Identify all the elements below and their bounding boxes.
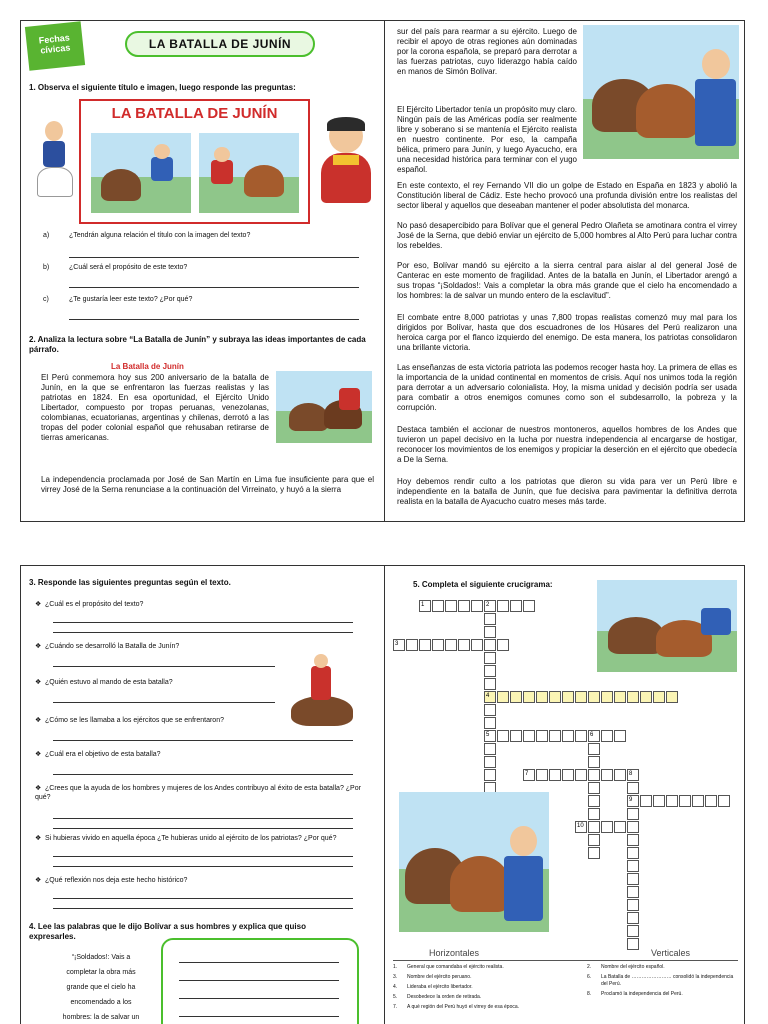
crossword-cell[interactable] xyxy=(562,769,574,781)
crossword-cell[interactable] xyxy=(627,912,639,924)
crossword-cell[interactable] xyxy=(627,782,639,794)
crossword-cell[interactable] xyxy=(458,639,470,651)
crossword-cell[interactable] xyxy=(484,652,496,664)
crossword-cell[interactable] xyxy=(653,795,665,807)
crossword-cell[interactable] xyxy=(497,691,509,703)
crossword-cell[interactable] xyxy=(484,717,496,729)
crossword-cell[interactable] xyxy=(484,613,496,625)
clue-h5: 5. Desobedece la orden de retirada. xyxy=(393,994,482,1000)
answer-line[interactable] xyxy=(53,866,353,867)
reading-paragraph-10: Destaca también el accionar de nuestros montoneros, aquellos hombres de los Andes que tuvieron un papel decisivo en la lucha por nuestra independencia al encargarse de hostigar, reconocer los movimientos de los enemigos y propiciar la deserción en el ejército que obedecía a De la Serna. xyxy=(397,425,737,464)
crossword-cell[interactable] xyxy=(497,639,509,651)
crossword-cell[interactable] xyxy=(627,938,639,950)
answer-line[interactable] xyxy=(53,666,275,667)
page-title: LA BATALLA DE JUNÍN xyxy=(125,31,315,57)
crossword-clue-number: 10 xyxy=(577,823,584,829)
clue-h3: 3. Nombre del ejército peruano. xyxy=(393,974,472,980)
bolivar-quote: “¡Soldados!: Vais a completar la obra más grande que el cielo ha encomendado a los hombres: la de salvar un xyxy=(62,954,140,1021)
crossword-cell[interactable] xyxy=(575,730,587,742)
crossword-cell[interactable] xyxy=(588,847,600,859)
crossword-clue-number: 1 xyxy=(421,602,425,608)
reading-paragraph-7: Por eso, Bolívar mandó su ejército a la sierra central para aislar al del general José de Canterac en este momento de fragilidad. Antes de la batalla en Junín, el Libertador arengó a sus tropas “¡Soldados!: Vais a completar la obra más grande que el cielo ha encomendado a los hombres: la de salvar un mundo entero de la esclavitud”. xyxy=(397,261,737,300)
crossword-cell[interactable] xyxy=(484,756,496,768)
crossword-cell[interactable] xyxy=(562,730,574,742)
answer-line[interactable] xyxy=(53,632,353,633)
q3-item-7: ❖ Si hubieras vivido en aquella época ¿Te hubieras unido al ejército de los patriotas? ¿Por qué? xyxy=(35,835,337,842)
answer-line[interactable] xyxy=(53,828,353,829)
reading-hero-image xyxy=(583,25,739,159)
answer-line[interactable] xyxy=(53,908,353,909)
crossword-cell[interactable] xyxy=(445,600,457,612)
crossword-cell[interactable] xyxy=(588,782,600,794)
clue-v2: 2. Nombre del ejército español. xyxy=(587,964,665,970)
crossword-cell[interactable] xyxy=(523,600,535,612)
crossword-cell[interactable] xyxy=(484,743,496,755)
crossword-cell[interactable] xyxy=(614,821,626,833)
reading-paragraph-5: En este contexto, el rey Fernando VII dio un golpe de Estado en España en 1823 y abolió la Constitución liberal de Cádiz. Este hecho provocó una profunda división entre los realistas del sector liberal y aquellos que deseaban mantener el poder absolutista del monarca. xyxy=(397,181,737,210)
crossword-cell[interactable] xyxy=(627,808,639,820)
crossword-cell[interactable] xyxy=(640,795,652,807)
left-column xyxy=(21,566,384,1024)
crossword-cell[interactable] xyxy=(432,639,444,651)
question-1: 1. Observa el siguiente título e imagen, luego responde las preguntas: xyxy=(29,83,296,92)
crossword-cell[interactable] xyxy=(666,691,678,703)
crossword-cell[interactable] xyxy=(718,795,730,807)
answer-line[interactable] xyxy=(69,319,359,320)
clue-v8: 8. Proclamó la independencia del Perú. xyxy=(587,991,683,997)
crossword-cell[interactable] xyxy=(588,834,600,846)
clue-v6: 6. La Batalla de …………………… consolidó la independencia del Perú. xyxy=(587,974,734,987)
answer-line[interactable] xyxy=(53,856,353,857)
answer-box[interactable] xyxy=(161,938,359,1024)
q3-item-5: ❖ ¿Cuál era el objetivo de esta batalla? xyxy=(35,751,161,758)
reading-paragraph-1: El Perú conmemora hoy sus 200 aniversario de la batalla de Junín, en la que se enfrentaron las fuerzas realistas y las patriotas en 1824. En esa oportunidad, el Ejército Unido Libertador, compuesto por tropas peruanas, venezolanas, colombianas, ecuatorianas, argentinas y chilenas, derrotó a las tropas del poder colonial español que rehusaban retirarse de tierras americanas. xyxy=(41,373,269,442)
crossword-cell[interactable] xyxy=(458,600,470,612)
crossword-cell[interactable] xyxy=(588,808,600,820)
fechas-civicas-badge: Fechas cívicas xyxy=(25,21,85,71)
crossword-cell[interactable] xyxy=(588,821,600,833)
crossword-cell[interactable] xyxy=(627,821,639,833)
horizontal-clues xyxy=(393,964,583,1011)
crossword-cell[interactable] xyxy=(523,691,535,703)
q3-item-6: ❖ ¿Crees que la ayuda de los hombres y mujeres de los Andes contribuyo al éxito de esta batalla? ¿Por qué? xyxy=(35,785,361,801)
question-1b: b) ¿Cuál será el propósito de este texto? xyxy=(43,263,373,295)
crossword-cell[interactable] xyxy=(406,639,418,651)
crossword-cell[interactable] xyxy=(471,639,483,651)
crossword-cell[interactable] xyxy=(510,691,522,703)
crossword-cell[interactable] xyxy=(549,730,561,742)
question-2: 2. Analiza la lectura sobre “La Batalla de Junín” y subraya las ideas importantes de cada párrafo. xyxy=(29,335,366,354)
crossword-cell[interactable] xyxy=(679,795,691,807)
answer-line[interactable] xyxy=(53,898,353,899)
horizontales-heading: Horizontales xyxy=(429,948,480,958)
worksheet-page-2 xyxy=(20,565,745,1024)
crossword-cell[interactable] xyxy=(627,925,639,937)
crossword-cell[interactable] xyxy=(536,730,548,742)
crossword-cell[interactable] xyxy=(484,704,496,716)
battle-image-right xyxy=(199,133,299,213)
crossword-cell[interactable] xyxy=(575,691,587,703)
crossword-cell[interactable] xyxy=(627,834,639,846)
crossword-clue-number: 8 xyxy=(629,771,633,777)
question-1c: c) ¿Te gustaría leer este texto? ¿Por qué? xyxy=(43,295,373,327)
q3-item-4: ❖ ¿Cómo se les llamaba a los ejércitos que se enfrentaron? xyxy=(35,717,224,724)
crossword-cell[interactable] xyxy=(497,600,509,612)
q3-item-3: ❖ ¿Quién estuvo al mando de esta batalla? xyxy=(35,679,173,686)
reading-paragraph-9: Las enseñanzas de esta victoria patriota las podemos recoger hasta hoy. La primera de ellas es la importancia de la unidad continental en momentos de crisis. Aquí nos unimos toda la región para derrotar a un adversario colonialista. Hoy, la misma unidad y decisión podría ser usada para combatir a otros enemigos comunes como son el subdesarrollo, la pobreza y la corrupción. xyxy=(397,363,737,412)
crossword-cell[interactable] xyxy=(484,769,496,781)
reading-paragraph-3: sur del país para rearmar a su ejército. Luego de recibir el apoyo de otras regiones aún dominadas por la corona española, se preparó para derrotar a las fuerzas patriotas, cuyo liderazgo había caído en manos de Simón Bolívar. xyxy=(397,27,577,76)
crossword-cell[interactable] xyxy=(705,795,717,807)
reading-paragraph-8: El combate entre 8,000 patriotas y unas 7,800 tropas realistas comenzó muy mal para los dirigidos por Bolívar, hasta que dos escuadrones de los Húsares del Perú realizaron una heroica carga por el flanco izquierdo del enemigo. De esta manera, los patriotas consolidaron una brillante victoria. xyxy=(397,313,737,352)
q3-item-2: ❖ ¿Cuándo se desarrolló la Batalla de Junín? xyxy=(35,643,180,650)
crossword-cell[interactable] xyxy=(627,860,639,872)
answer-line[interactable] xyxy=(69,257,359,258)
clue-h1: 1. General que comandaba el ejército realista. xyxy=(393,964,504,970)
crossword-cell[interactable] xyxy=(484,626,496,638)
question-1a: a) ¿Tendrán alguna relación el título con la imagen del texto? xyxy=(43,231,373,263)
crossword-cell[interactable] xyxy=(497,730,509,742)
q3-item-1: ❖ ¿Cuál es el propósito del texto? xyxy=(35,601,144,608)
reading-paragraph-11: Hoy debemos rendir culto a los patriotas que dieron su vida para ver un Perú libre e independiente en la batalla de Junín, que fue decisiva para pavimentar la definitiva derrota realista en la batalla de Ayacucho cuatro meses más tarde. xyxy=(397,477,737,506)
crossword-clue-number: 9 xyxy=(629,797,633,803)
crossword-cell[interactable] xyxy=(471,600,483,612)
crossword-cell[interactable] xyxy=(562,691,574,703)
crossword-clue-number: 4 xyxy=(486,693,490,699)
crossword-cell[interactable] xyxy=(510,600,522,612)
crossword-clue-number: 7 xyxy=(525,771,529,777)
crossword-clue-number: 6 xyxy=(590,732,594,738)
crossword-cell[interactable] xyxy=(510,730,522,742)
question-1-items xyxy=(43,231,373,303)
title-poster xyxy=(79,99,310,224)
crossword-cell[interactable] xyxy=(549,769,561,781)
q3-item-8: ❖ ¿Qué reflexión nos deja este hecho histórico? xyxy=(35,877,188,884)
answer-line[interactable] xyxy=(53,622,353,623)
crossword-cell[interactable] xyxy=(614,769,626,781)
answer-line[interactable] xyxy=(53,774,353,775)
crossword-cell[interactable] xyxy=(601,691,613,703)
reading-paragraph-6: No pasó desapercibido para Bolívar que el general Pedro Olañeta se amotinara contra el virrey José de la Serna, que debió enviar un ejército de 5,000 hombres al Alto Perú para luchar contra los rebeldes. xyxy=(397,221,737,250)
crossword-cell[interactable] xyxy=(692,795,704,807)
hussar-rider-image xyxy=(277,650,361,736)
crossword-clue-number: 5 xyxy=(486,732,490,738)
question-3: 3. Responde las siguientes preguntas según el texto. xyxy=(29,578,231,587)
vertical-clues xyxy=(587,964,739,998)
reading-battle-image xyxy=(276,371,372,443)
right-column xyxy=(385,21,745,521)
crossword-cell[interactable] xyxy=(627,847,639,859)
crossword-cell[interactable] xyxy=(614,730,626,742)
crossword-cell[interactable] xyxy=(588,691,600,703)
crossword-cell[interactable] xyxy=(627,899,639,911)
crossword-cell[interactable] xyxy=(523,730,535,742)
crossword-cell[interactable] xyxy=(484,639,496,651)
crossword-cell[interactable] xyxy=(432,600,444,612)
answer-line[interactable] xyxy=(53,702,275,703)
crossword-cell[interactable] xyxy=(588,795,600,807)
crossword-cell[interactable] xyxy=(614,691,626,703)
reading-paragraph-2: La independencia proclamada por José de San Martín en Lima fue insuficiente para que el virrey José de la Serna renunciase a la continuación del Virreinato, y huyó a la sierra xyxy=(41,475,374,494)
crossword-cell[interactable] xyxy=(484,665,496,677)
crossword-battle-image-top xyxy=(597,580,737,672)
clue-h4: 4. Lideraba el ejército libertador. xyxy=(393,984,473,990)
crossword-cell[interactable] xyxy=(640,691,652,703)
left-column xyxy=(21,21,384,521)
worksheet-page-1 xyxy=(20,20,745,522)
crossword-cell[interactable] xyxy=(419,639,431,651)
battle-image-left xyxy=(91,133,191,213)
crossword-cell[interactable] xyxy=(484,678,496,690)
bolivar-portrait-cartoon xyxy=(319,117,373,207)
crossword-cell[interactable] xyxy=(601,730,613,742)
crossword-cell[interactable] xyxy=(627,886,639,898)
clue-h7: 7. A qué región del Perú huyó el virrey de esa época. xyxy=(393,1004,520,1010)
reading-title: La Batalla de Junín xyxy=(111,362,184,371)
crossword-cell[interactable] xyxy=(601,821,613,833)
crossword-clue-number: 3 xyxy=(395,641,399,647)
crossword-cell[interactable] xyxy=(666,795,678,807)
crossword-cell[interactable] xyxy=(588,743,600,755)
answer-line[interactable] xyxy=(53,818,353,819)
crossword-cell[interactable] xyxy=(653,691,665,703)
crossword-cell[interactable] xyxy=(588,769,600,781)
right-column xyxy=(385,566,745,1024)
crossword-cell[interactable] xyxy=(575,769,587,781)
answer-line[interactable] xyxy=(69,287,359,288)
crossword-cell[interactable] xyxy=(627,691,639,703)
crossword-cell[interactable] xyxy=(536,769,548,781)
poster-title: LA BATALLA DE JUNÍN xyxy=(111,105,278,122)
verticales-heading: Verticales xyxy=(651,948,691,958)
bolivar-horse-cartoon xyxy=(35,117,75,207)
crossword-cell[interactable] xyxy=(445,639,457,651)
question-4: 4. Lee las palabras que le dijo Bolívar a sus hombres y explica que quiso expresarles. xyxy=(29,922,306,941)
reading-paragraph-4: El Ejército Libertador tenía un propósito muy claro. Ningún país de las Américas podía ser realmente libre y soberano si se mantenía el Ejército realista en nuestro continente. Por eso, la campaña bélica, primero para Junín, y luego Ayacucho, era una necesidad histórica para terminar con el yugo español. xyxy=(397,105,577,174)
crossword-cell[interactable] xyxy=(549,691,561,703)
crossword-clue-number: 2 xyxy=(486,602,490,608)
crossword-cell[interactable] xyxy=(601,769,613,781)
crossword-cell[interactable] xyxy=(536,691,548,703)
crossword-cell[interactable] xyxy=(588,756,600,768)
crossword-battle-image-bottom xyxy=(399,792,549,932)
answer-line[interactable] xyxy=(53,740,353,741)
question-5: 5. Completa el siguiente crucigrama: xyxy=(413,580,553,589)
crossword-cell[interactable] xyxy=(627,873,639,885)
